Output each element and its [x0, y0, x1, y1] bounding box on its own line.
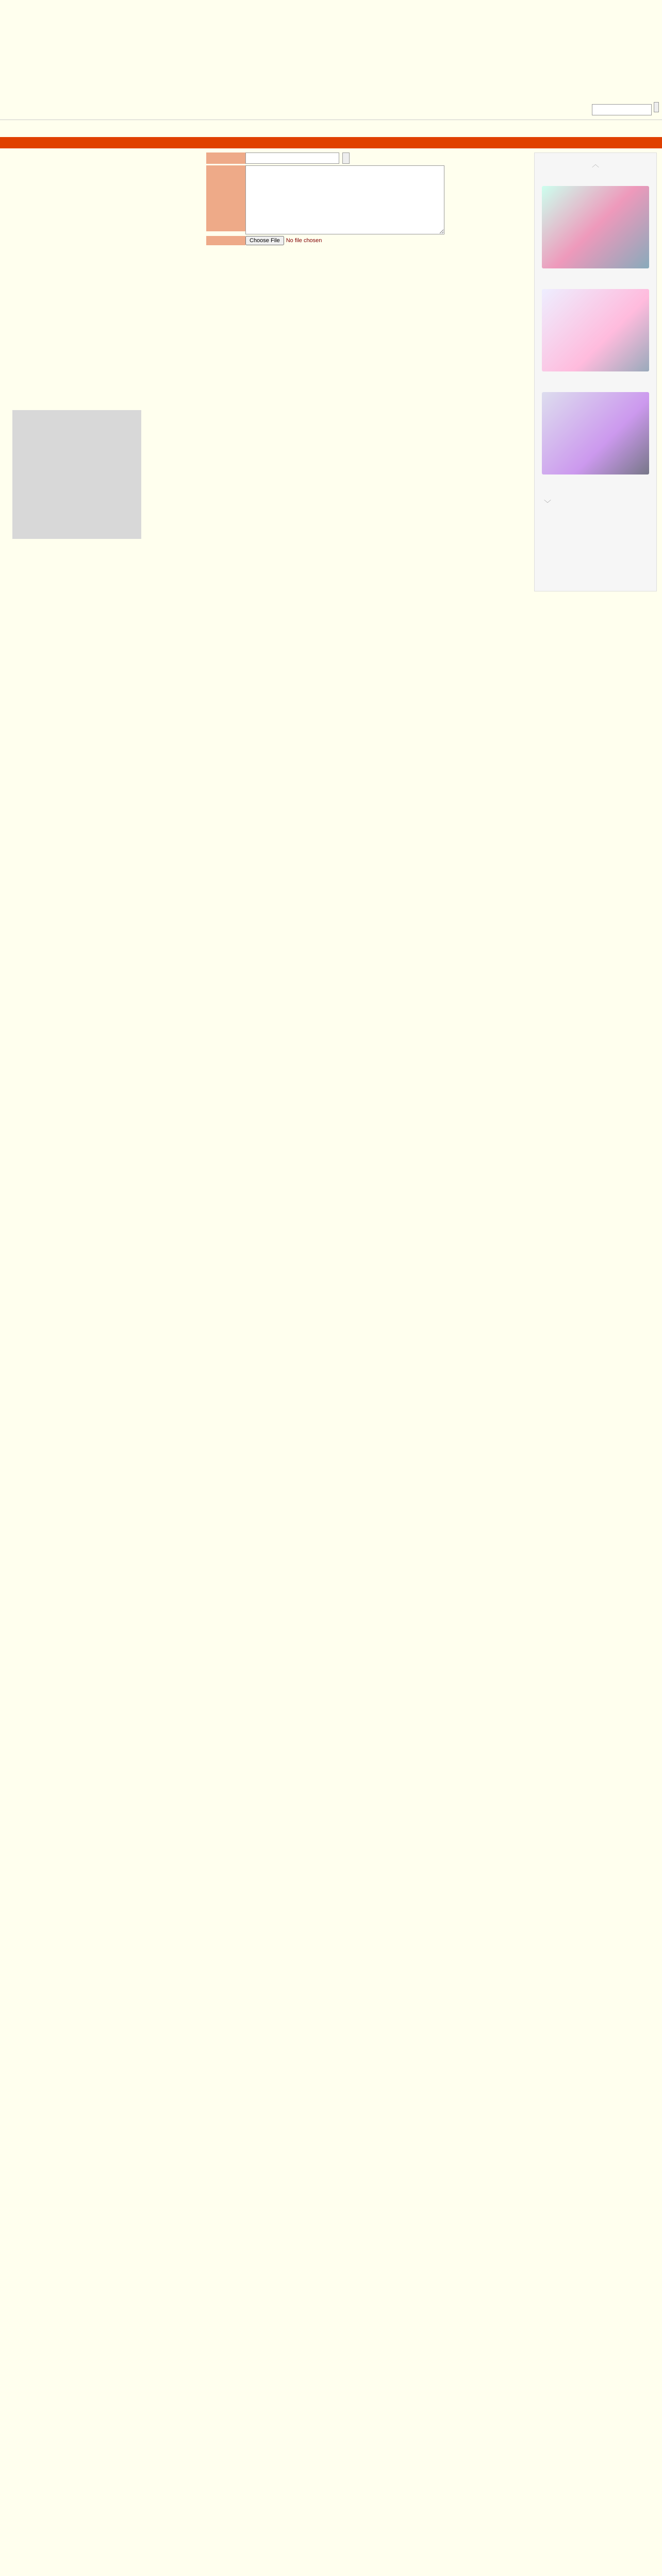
nav-links [214, 367, 219, 378]
email-field[interactable] [245, 152, 339, 164]
search-area [592, 102, 659, 115]
search-button[interactable] [654, 102, 659, 112]
comment-label [206, 165, 245, 231]
chevron-down-icon[interactable]: ﹀ [544, 500, 551, 508]
ad-image[interactable] [542, 186, 649, 268]
op-thumbnail[interactable] [12, 410, 141, 539]
file-input[interactable] [245, 236, 353, 245]
file-label [206, 236, 245, 245]
post-form [206, 152, 464, 247]
ranking-sidebar [534, 152, 657, 591]
ad-image[interactable] [542, 392, 649, 474]
submit-button[interactable] [342, 152, 350, 164]
search-input[interactable] [592, 104, 652, 115]
comment-field[interactable] [245, 165, 444, 234]
email-label [206, 152, 245, 164]
mode-bar [0, 137, 662, 148]
ad-image[interactable] [542, 289, 649, 371]
ranking-title [535, 153, 656, 159]
chevron-up-icon[interactable]: ︿ [592, 161, 599, 169]
